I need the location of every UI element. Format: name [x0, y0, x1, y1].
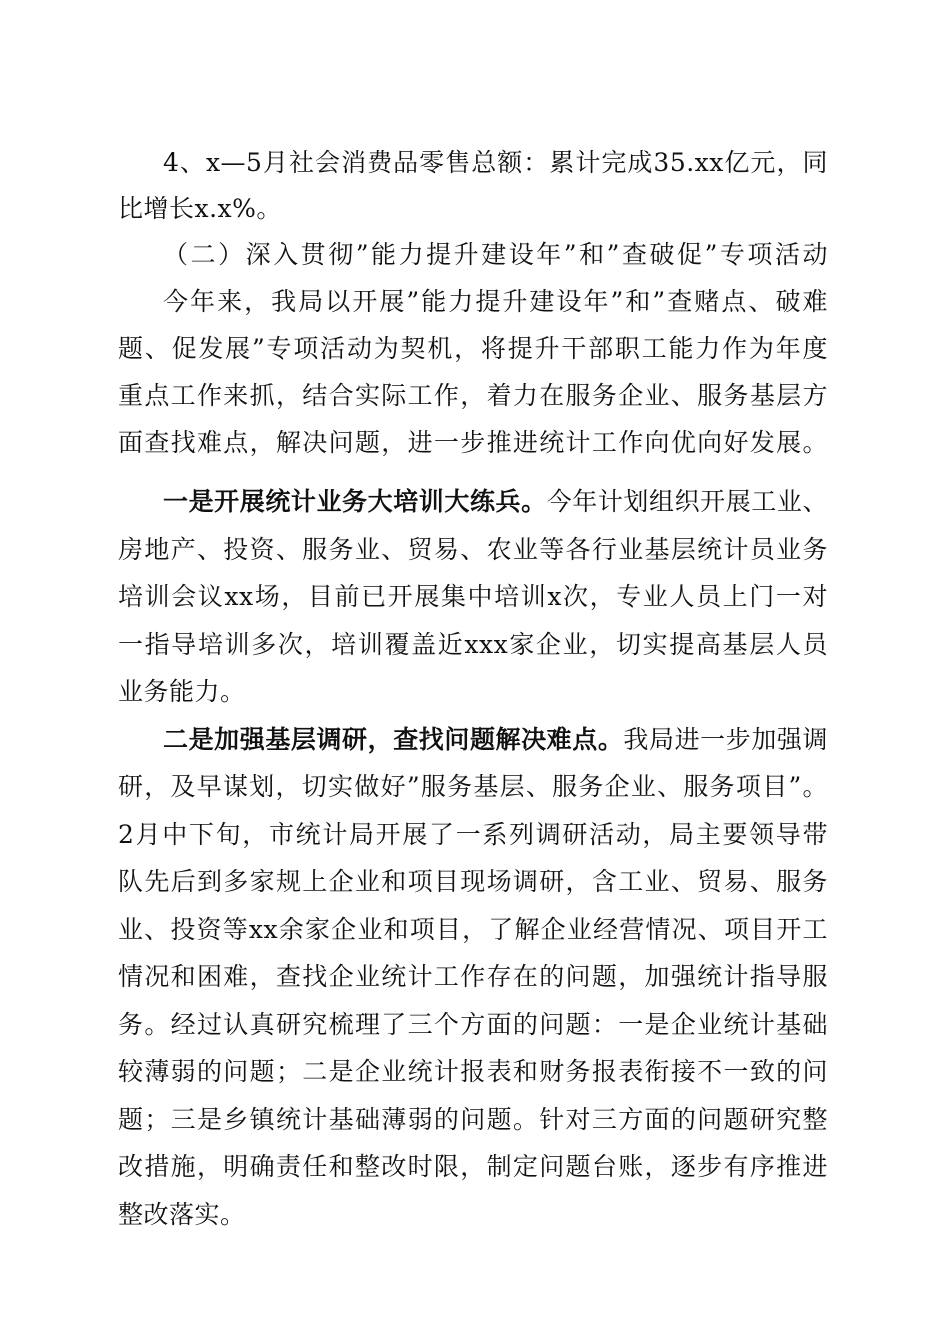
- point2-line-8: 较薄弱的问题；二是企业统计报表和财务报表衔接不一致的问: [118, 1057, 828, 1086]
- point2-line-4: 队先后到多家规上企业和项目现场调研，含工业、贸易、服务: [118, 867, 828, 896]
- point1-line-3: 培训会议xx场，目前已开展集中培训x次，专业人员上门一对: [118, 582, 828, 611]
- point2-line-5: 业、投资等xx余家企业和项目，了解企业经营情况、项目开工: [118, 915, 828, 944]
- item4-line-2: 比增长x.x%。: [118, 194, 282, 223]
- intro-line-4: 面查找难点，解决问题，进一步推进统计工作向优向好发展。: [118, 428, 828, 457]
- point1-line-5: 业务能力。: [118, 677, 246, 706]
- point2-line-9: 题；三是乡镇统计基础薄弱的问题。针对三方面的问题研究整: [118, 1105, 828, 1134]
- point2-line-11: 整改落实。: [118, 1200, 246, 1229]
- point1-line-1: [163, 479, 828, 525]
- point1-line-2: 房地产、投资、服务业、贸易、农业等各行业基层统计员业务: [118, 535, 828, 564]
- point2-lead: 二是加强基层调研，查找问题解决难点。: [163, 725, 624, 754]
- intro-line-1: 今年来，我局以开展”能力提升建设年”和”查赌点、破难: [163, 287, 828, 316]
- point2-line1-rest: 我局进一步加强调: [623, 725, 828, 754]
- item4-line-1: 4、x—5月社会消费品零售总额：累计完成35.xx亿元，同: [163, 148, 828, 177]
- point1-line-4: 一指导培训多次，培训覆盖近xxx家企业，切实提高基层人员: [118, 630, 828, 659]
- point2-line-6: 情况和困难，查找企业统计工作存在的问题，加强统计指导服: [118, 962, 828, 991]
- intro-line-2: 题、促发展”专项活动为契机，将提升干部职工能力作为年度: [118, 334, 828, 363]
- point2-line-2: 研，及早谋划，切实做好”服务基层、服务企业、服务项目”。: [118, 772, 828, 801]
- section-heading: （二）深入贯彻”能力提升建设年”和”查破促”专项活动: [163, 240, 828, 269]
- intro-line-3: 重点工作来抓，结合实际工作，着力在服务企业、服务基层方: [118, 381, 828, 410]
- point2-line-10: 改措施，明确责任和整改时限，制定问题台账，逐步有序推进: [118, 1152, 828, 1181]
- point2-line-7: 务。经过认真研究梳理了三个方面的问题：一是企业统计基础: [118, 1010, 828, 1039]
- point2-line-3: 2月中下旬，市统计局开展了一系列调研活动，局主要领导带: [118, 820, 828, 849]
- point1-line1-rest: 今年计划组织开展工业、: [546, 487, 828, 516]
- point1-lead: 一是开展统计业务大培训大练兵。: [163, 487, 547, 516]
- point2-line-1: [163, 717, 828, 763]
